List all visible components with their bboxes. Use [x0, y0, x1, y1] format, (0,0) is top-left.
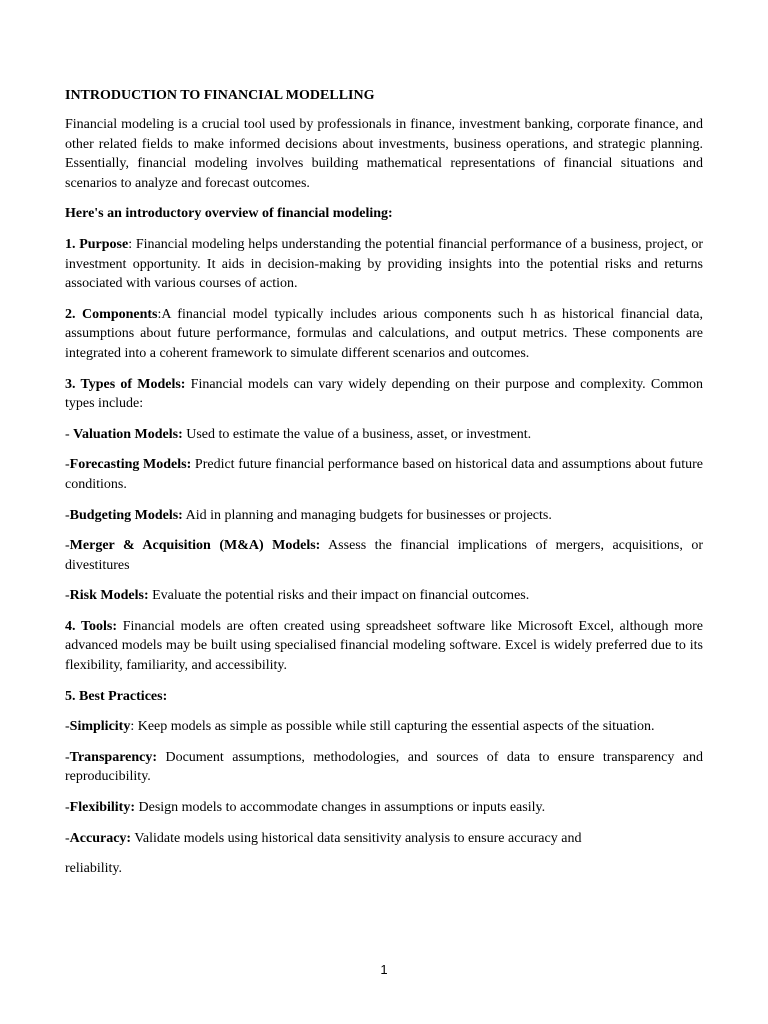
model-type-text: Used to estimate the value of a business, asset, or investment.	[182, 426, 532, 442]
model-type-text: Aid in planning and managing budgets for businesses or projects.	[182, 507, 552, 523]
practice-label: Flexibility:	[69, 800, 135, 816]
practice-text: Validate models using historical data sensitivity analysis to ensure accuracy and	[131, 830, 582, 846]
practice-flexibility	[65, 798, 703, 818]
practice-simplicity	[65, 717, 703, 737]
practice-label: Transparency:	[69, 749, 158, 765]
model-type-forecasting	[65, 455, 703, 494]
list-prefix: -	[65, 800, 70, 816]
types-text: Financial models can vary widely depending on their purpose and complexity. Common types include:	[65, 376, 703, 412]
practice-text: Document assumptions, methodologies, and sources of data to ensure transparency and reproducibility.	[65, 749, 703, 785]
overview-heading: Here's an introductory overview of financial modeling:	[65, 206, 393, 222]
practice-text: Design models to accommodate changes in assumptions or inputs easily.	[135, 800, 546, 816]
tools-paragraph	[65, 617, 703, 676]
list-prefix: -	[65, 507, 70, 523]
model-type-label: Forecasting Models:	[69, 457, 192, 473]
purpose-label: 1. Purpose	[65, 236, 129, 252]
list-prefix: -	[65, 588, 70, 604]
practice-accuracy	[65, 829, 703, 849]
list-prefix: -	[65, 719, 70, 735]
page-number: 1	[380, 962, 388, 977]
tools-label: 4. Tools:	[65, 618, 117, 634]
best-practices-heading: 5. Best Practices:	[65, 688, 168, 704]
components-text: :A financial model typically includes arious components such h as historical financial data, assumptions about future performance, formulas and calculations, and output metrics. These components are integrated into a coherent framework to simulate different scenarios and outcomes.	[65, 306, 703, 361]
document-title: INTRODUCTION TO FINANCIAL MODELLING	[65, 88, 375, 103]
model-type-budgeting	[65, 506, 703, 526]
list-prefix: -	[65, 457, 70, 473]
practice-label: Accuracy:	[69, 830, 132, 846]
model-type-ma	[65, 536, 703, 575]
list-prefix: -	[65, 538, 70, 554]
intro-paragraph: Financial modeling is a crucial tool used by professionals in finance, investment banking, corporate finance, and other related fields to make informed decisions about investments, business operations, and strategic planning. Essentially, financial modeling involves building mathematical representations of financial situations and scenarios to analyze and forecast outcomes.	[65, 117, 703, 191]
practice-text: : Keep models as simple as possible while still capturing the essential aspects of the situation.	[130, 719, 655, 735]
model-type-text: Evaluate the potential risks and their impact on financial outcomes.	[148, 588, 530, 604]
model-type-valuation	[65, 425, 703, 445]
model-type-label: Merger & Acquisition (M&A) Models:	[69, 538, 321, 554]
purpose-paragraph	[65, 235, 703, 294]
list-prefix: -	[65, 830, 70, 846]
model-type-risk	[65, 586, 703, 606]
components-paragraph	[65, 305, 703, 364]
list-prefix: -	[65, 426, 74, 442]
model-type-text: Predict future financial performance based on historical data and assumptions about future conditions.	[65, 457, 703, 492]
practice-label: Simplicity	[69, 719, 131, 735]
tools-text: Financial models are often created using spreadsheet software like Microsoft Excel, although more advanced models may be built using specialised financial modeling software. Excel is widely preferred due to its flexibility, familiarity, and accessibility.	[65, 618, 703, 674]
components-label: 2. Components	[65, 306, 158, 322]
types-paragraph	[65, 375, 703, 414]
purpose-text: : Financial modeling helps understanding the potential financial performance of a business, project, or investment opportunity. It aids in decision-making by providing insights into the potential risks and returns associated with various courses of action.	[65, 236, 704, 292]
model-type-label: Risk Models:	[69, 588, 149, 604]
model-type-label: Budgeting Models:	[69, 507, 183, 523]
list-prefix: -	[65, 749, 70, 765]
practice-transparency	[65, 748, 703, 787]
model-type-label: Valuation Models:	[73, 426, 183, 442]
model-type-text: Assess the financial implications of mergers, acquisitions, or divestitures	[65, 538, 703, 573]
document-page	[65, 86, 703, 879]
practice-accuracy-continuation: reliability.	[65, 861, 123, 877]
types-label: 3. Types of Models:	[65, 376, 186, 392]
